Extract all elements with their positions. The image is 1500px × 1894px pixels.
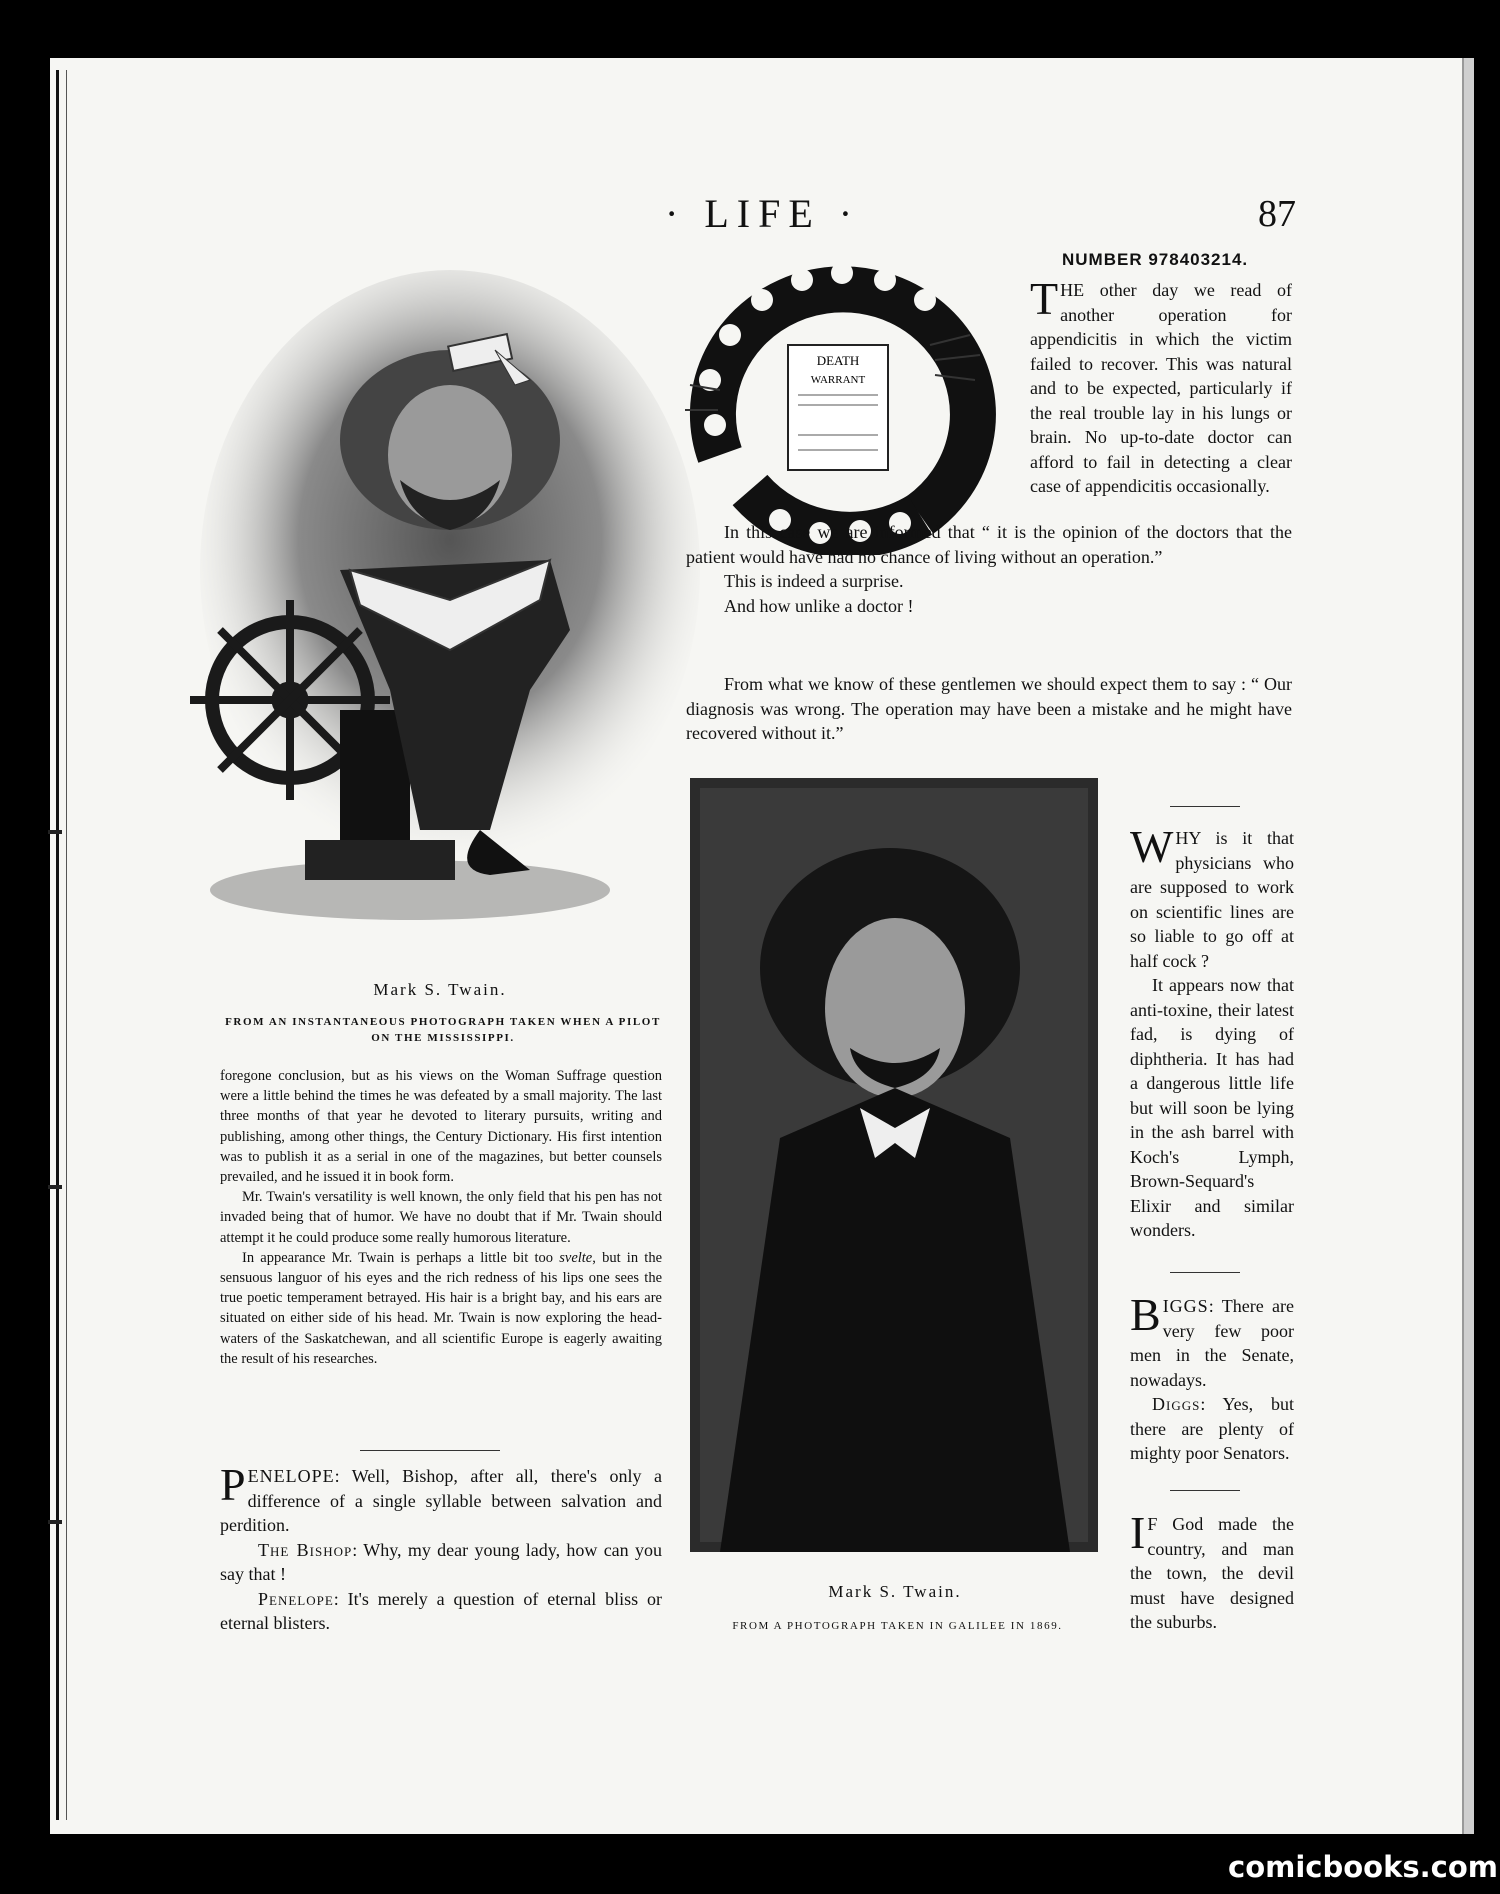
- separator-rule: [1170, 1490, 1240, 1491]
- caption-title-left: Mark S. Twain.: [373, 980, 507, 999]
- biggs-joke: BIGGS: There are very few poor men in the Senate, nowadays. Diggs: Yes, but there are plenty of mighty poor Senators.: [1130, 1289, 1294, 1463]
- body-paragraph: This is indeed a surprise.: [724, 571, 904, 591]
- drop-cap: B: [1130, 1289, 1161, 1340]
- article-body-wide: [686, 520, 1292, 618]
- article-heading: NUMBER 978403214.: [1062, 250, 1249, 269]
- drop-cap: W: [1130, 821, 1174, 872]
- death-warrant-skull-ring-illustration: [680, 255, 1000, 555]
- caption-subtitle-right: FROM A PHOTOGRAPH TAKEN IN GALILEE IN 1869.: [732, 1620, 1063, 1632]
- why-paragraph: WHY is it that physicians who are supposed to work on scientific lines are so liable to go off at half cock ? It appears now that anti-toxine, their latest fad, is dying of diphtheria. It has had a dangerous little life but will soon be lying in the ash barrel with Koch's Lymph, Brown-Sequard's Elixir and similar wonders.: [1130, 821, 1294, 1240]
- drop-cap: P: [220, 1459, 246, 1510]
- penelope-joke: PENELOPE: Well, Bishop, after all, there's only a difference of a single syllable between salvation and perdition. The Bishop: Why, my dear young lady, how can you say that ! Penelope: It's merely a question of eternal bliss or eternal blisters.: [220, 1459, 662, 1633]
- twain-galilee-photograph: [690, 778, 1098, 1552]
- article-body-conclusion: [686, 672, 1292, 746]
- body-paragraph: From what we know of these gentlemen we should expect them to say : “ Our diagnosis was wrong. The operation may have been a mistake and he might have recovered without it.”: [686, 674, 1292, 743]
- if-god-joke: I F God made the country, and man the town, the devil must have designed the suburbs.: [1130, 1507, 1294, 1632]
- separator-rule: [360, 1450, 500, 1451]
- body-paragraph: foregone conclusion, but as his views on the Woman Suffrage question were a little behind the times he was defeated by a small majority. The last three months of that year he devoted to literary pursuits, writing and publishing, among other things, the Century Dictionary. His first intention was to publish it as a serial in one of the magazines, but better counsels prevailed, and he issued it in book form.: [220, 1068, 662, 1186]
- warrant-label-line1: DEATH: [816, 353, 860, 368]
- separator-rule: [1170, 1272, 1240, 1273]
- caption-subtitle-left: FROM AN INSTANTANEOUS PHOTOGRAPH TAKEN WHEN A PILOT ON THE MISSISSIPPI.: [225, 1016, 661, 1044]
- body-paragraph: Mr. Twain's versatility is well known, the only field that his pen has not invaded being that of humor. We have no doubt that if Mr. Twain should attempt it he could produce some really humorous literature.: [220, 1189, 662, 1246]
- page-edge: [1462, 58, 1474, 1834]
- binding-stitch: [48, 1185, 62, 1189]
- binding-line: [56, 70, 59, 1820]
- drop-cap: T: [1030, 273, 1059, 324]
- binding-stitch: [48, 830, 62, 834]
- drop-cap: I: [1130, 1507, 1146, 1558]
- separator-rule: [1170, 806, 1240, 807]
- site-watermark: comicbooks.com: [1228, 1850, 1498, 1884]
- left-body-text: [220, 1066, 662, 1369]
- binding-stitch: [48, 1520, 62, 1524]
- magazine-title: · LIFE ·: [665, 191, 861, 236]
- binding-line-inner: [66, 70, 67, 1820]
- body-paragraph: In appearance Mr. Twain is perhaps a little bit too svelte, but in the sensuous languor of his eyes and the rich redness of his lips one sees the true poetic temperament betrayed. His hair is a bright bay, and his ears are situated on either side of his head. Mr. Twain is now exploring the head-waters of the Saskatchewan, and all scientific Europe is eagerly awaiting the result of his researches.: [220, 1249, 663, 1367]
- body-paragraph: In this case we are informed that “ it is the opinion of the doctors that the patient would have had no chance of living without an operation.”: [686, 522, 1292, 567]
- article-body-upper: THE other day we read of another operation for appendicitis in which the victim failed to recover. This was natural and to be expected, particularly if the real trouble lay in his lungs or brain. No up-to-date doctor can afford to fail in detecting a clear case of appendicitis occasionally.: [1030, 273, 1292, 496]
- page-number: 87: [1258, 193, 1296, 235]
- caption-title-right: Mark S. Twain.: [828, 1582, 962, 1601]
- caricature-pilot-illustration: [150, 270, 710, 940]
- body-paragraph: And how unlike a doctor !: [724, 595, 914, 616]
- warrant-label-line2: WARRANT: [810, 374, 866, 386]
